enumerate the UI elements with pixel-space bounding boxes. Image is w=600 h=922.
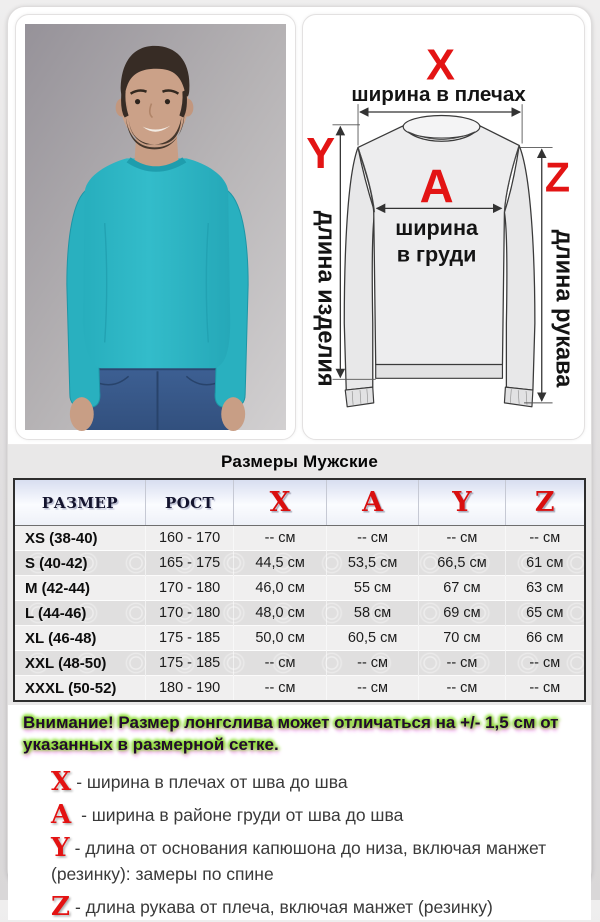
legend-item-a [51, 800, 577, 831]
cell-size: XL (46-48) [14, 626, 145, 651]
legend-item-z [51, 894, 577, 920]
product-photo [25, 24, 286, 430]
cell-z: 63 см [505, 576, 585, 601]
table-row [14, 526, 585, 551]
diagram-label-chest-width-line1: ширина [395, 214, 479, 240]
diagram-letter-a: A [419, 159, 454, 213]
bottom-section [8, 705, 591, 920]
cell-z: -- см [505, 676, 585, 702]
header-cell-height: РОСТ [145, 479, 234, 526]
diagram-card [302, 14, 585, 440]
diagram-letter-y: Y [306, 130, 336, 179]
legend-item-y [51, 835, 577, 887]
cell-size: XS (38-40) [14, 526, 145, 551]
diagram-letter-z: Z [544, 154, 571, 201]
cell-a: 53,5 см [326, 551, 419, 576]
cell-height: 175 - 185 [145, 626, 234, 651]
cell-a: -- см [326, 651, 419, 676]
cell-y: -- см [419, 526, 505, 551]
cell-y: 70 см [419, 626, 505, 651]
cell-x: -- см [234, 526, 327, 551]
cell-height: 170 - 180 [145, 576, 234, 601]
table-row [14, 601, 585, 626]
table-row [14, 551, 585, 576]
diagram-label-sleeve-length: длина рукава [551, 229, 578, 388]
size-table-title: Размеры Мужские [221, 452, 378, 471]
cell-height: 170 - 180 [145, 601, 234, 626]
table-row [14, 651, 585, 676]
jeans [81, 362, 234, 430]
size-table [13, 478, 586, 702]
cell-z: 66 см [505, 626, 585, 651]
table-row [14, 576, 585, 601]
legend-item-x [51, 767, 577, 798]
photo-card [15, 14, 296, 440]
legend-letter-z: Z [51, 892, 70, 922]
cell-y: -- см [419, 676, 505, 702]
warning-text: Внимание! Размер лонгслива может отличаться на +/- 1,5 см от указанных в размерной сетке. [23, 713, 559, 755]
cell-a: -- см [326, 526, 419, 551]
cell-height: 165 - 175 [145, 551, 234, 576]
cell-x: -- см [234, 651, 327, 676]
cell-size: S (40-42) [14, 551, 145, 576]
legend-text-z: - длина рукава от плеча, включая манжет (резинку) [74, 897, 493, 918]
cell-x: -- см [234, 676, 327, 702]
cell-y: 69 см [419, 601, 505, 626]
cell-a: 60,5 см [326, 626, 419, 651]
cell-x: 44,5 см [234, 551, 327, 576]
cell-a: 58 см [326, 601, 419, 626]
header-cell-x: X [234, 479, 327, 526]
cell-y: 67 см [419, 576, 505, 601]
diagram-label-body-length: длина изделия [313, 210, 340, 387]
cell-height: 160 - 170 [145, 526, 234, 551]
header-cell-y: Y [419, 479, 505, 526]
header-cell-z: Z [505, 479, 585, 526]
measurement-legend [23, 769, 577, 920]
legend-text-y: - длина от основания капюшона до низа, включая манжет (резинку): замеры по спине [51, 838, 547, 885]
cell-size: XXL (48-50) [14, 651, 145, 676]
legend-text-x: - ширина в плечах от шва до шва [76, 772, 348, 793]
size-table-section [8, 444, 591, 705]
cell-z: 65 см [505, 601, 585, 626]
header-cell-size: РАЗМЕР [14, 479, 145, 526]
cell-z: -- см [505, 526, 585, 551]
legend-letter-x: X [51, 767, 72, 798]
size-diagram [303, 15, 584, 439]
table-row [14, 626, 585, 651]
diagram-letter-x: X [426, 41, 455, 90]
cell-a: -- см [326, 676, 419, 702]
cell-x: 48,0 см [234, 601, 327, 626]
legend-letter-y: Y [51, 833, 70, 864]
cell-height: 175 - 185 [145, 651, 234, 676]
cell-a: 55 см [326, 576, 419, 601]
cell-y: 66,5 см [419, 551, 505, 576]
header-cell-a: A [326, 479, 419, 526]
model-photo-illustration [25, 24, 286, 430]
page-card [7, 6, 592, 922]
cell-size: L (44-46) [14, 601, 145, 626]
diagram-label-shoulder-width: ширина в плечах [351, 83, 526, 107]
legend-letter-a: A [51, 800, 72, 831]
top-row [8, 7, 591, 444]
cell-x: 46,0 см [234, 576, 327, 601]
cell-size: M (42-44) [14, 576, 145, 601]
cell-size: XXXL (50-52) [14, 676, 145, 702]
cell-x: 50,0 см [234, 626, 327, 651]
table-header-row [14, 479, 585, 526]
cell-y: -- см [419, 651, 505, 676]
cell-height: 180 - 190 [145, 676, 234, 702]
cell-z: -- см [505, 651, 585, 676]
table-row [14, 676, 585, 702]
legend-text-a: - ширина в районе груди от шва до шва [81, 805, 404, 826]
cell-z: 61 см [505, 551, 585, 576]
diagram-label-chest-width-line2: в груди [396, 241, 477, 267]
